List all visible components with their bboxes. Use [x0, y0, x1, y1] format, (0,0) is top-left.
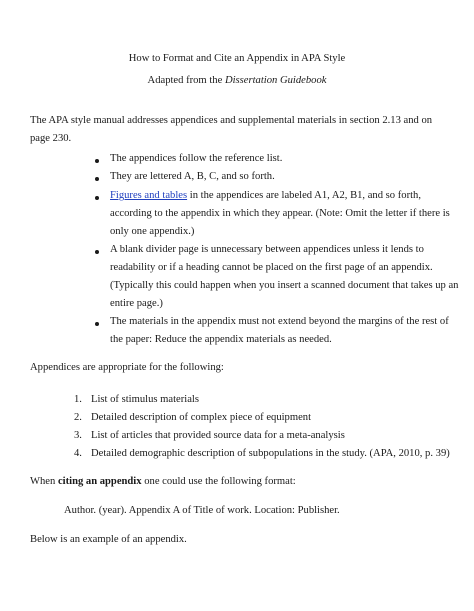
bullet-dot — [95, 159, 99, 163]
closing-line: Below is an example of an appendix. — [30, 534, 187, 545]
citing-instruction — [30, 476, 296, 487]
bullet-dot — [95, 322, 99, 326]
bullet-item-5-line-2: the paper: Reduce the appendix materials as needed. — [110, 334, 332, 345]
bullet-item-4-line-4: entire page.) — [110, 298, 163, 309]
subtitle-prefix: Adapted from the — [147, 75, 223, 86]
citing-prefix: When — [30, 476, 56, 487]
page-title: How to Format and Cite an Appendix in APA Style — [128, 53, 346, 64]
bullet-item-5-line-1: The materials in the appendix must not extend beyond the margins of the rest of — [110, 316, 449, 327]
citation-format-example: Author. (year). Appendix A of Title of work. Location: Publisher. — [64, 505, 340, 516]
bullet-item-4-line-2: readability or if a heading cannot be placed on the first page of an appendix. — [110, 262, 433, 273]
intro-line-1: The APA style manual addresses appendices and supplemental materials in section 2.13 and on — [30, 115, 433, 126]
bullet-item-3-line-3: only one appendix.) — [110, 226, 195, 237]
citing-emphasis: citing an appendix — [57, 476, 142, 487]
subtitle-source: Dissertation Guidebook — [224, 75, 327, 86]
list-item-number: 4. — [74, 448, 82, 459]
figures-and-tables-link[interactable]: Figures and tables — [110, 190, 188, 201]
list-item-number: 3. — [74, 430, 82, 441]
bullet-dot — [95, 177, 99, 181]
bullet-item-4-line-1: A blank divider page is unnecessary between appendices unless it lends to — [110, 244, 424, 255]
list-item: Detailed description of complex piece of equipment — [91, 412, 312, 423]
list-item: List of articles that provided source data for a meta-analysis — [91, 430, 345, 441]
page-subtitle — [0, 75, 474, 86]
intro-line-2: page 230. — [30, 133, 72, 144]
appropriate-heading: Appendices are appropriate for the following: — [30, 362, 224, 373]
bullet-item-2: They are lettered A, B, C, and so forth. — [110, 171, 275, 182]
list-item: List of stimulus materials — [91, 394, 199, 405]
list-item-number: 2. — [74, 412, 82, 423]
bullet-dot — [95, 196, 99, 200]
list-item-number: 1. — [74, 394, 82, 405]
bullet-dot — [95, 250, 99, 254]
bullet-item-4-line-3: (Typically this could happen when you insert a scanned document that takes up an — [110, 280, 459, 291]
bullet-item-3-line-2: according to the appendix in which they appear. (Note: Omit the letter if there is — [110, 208, 450, 219]
citing-suffix: one could use the following format: — [144, 476, 296, 487]
bullet-item-1: The appendices follow the reference list. — [110, 153, 283, 164]
list-item: Detailed demographic description of subpopulations in the study. (APA, 2010, p. 39) — [91, 448, 450, 459]
bullet-item-3-line-1 — [110, 190, 421, 201]
bullet-item-3-text: in the appendices are labeled A1, A2, B1, and so forth, — [189, 190, 421, 201]
